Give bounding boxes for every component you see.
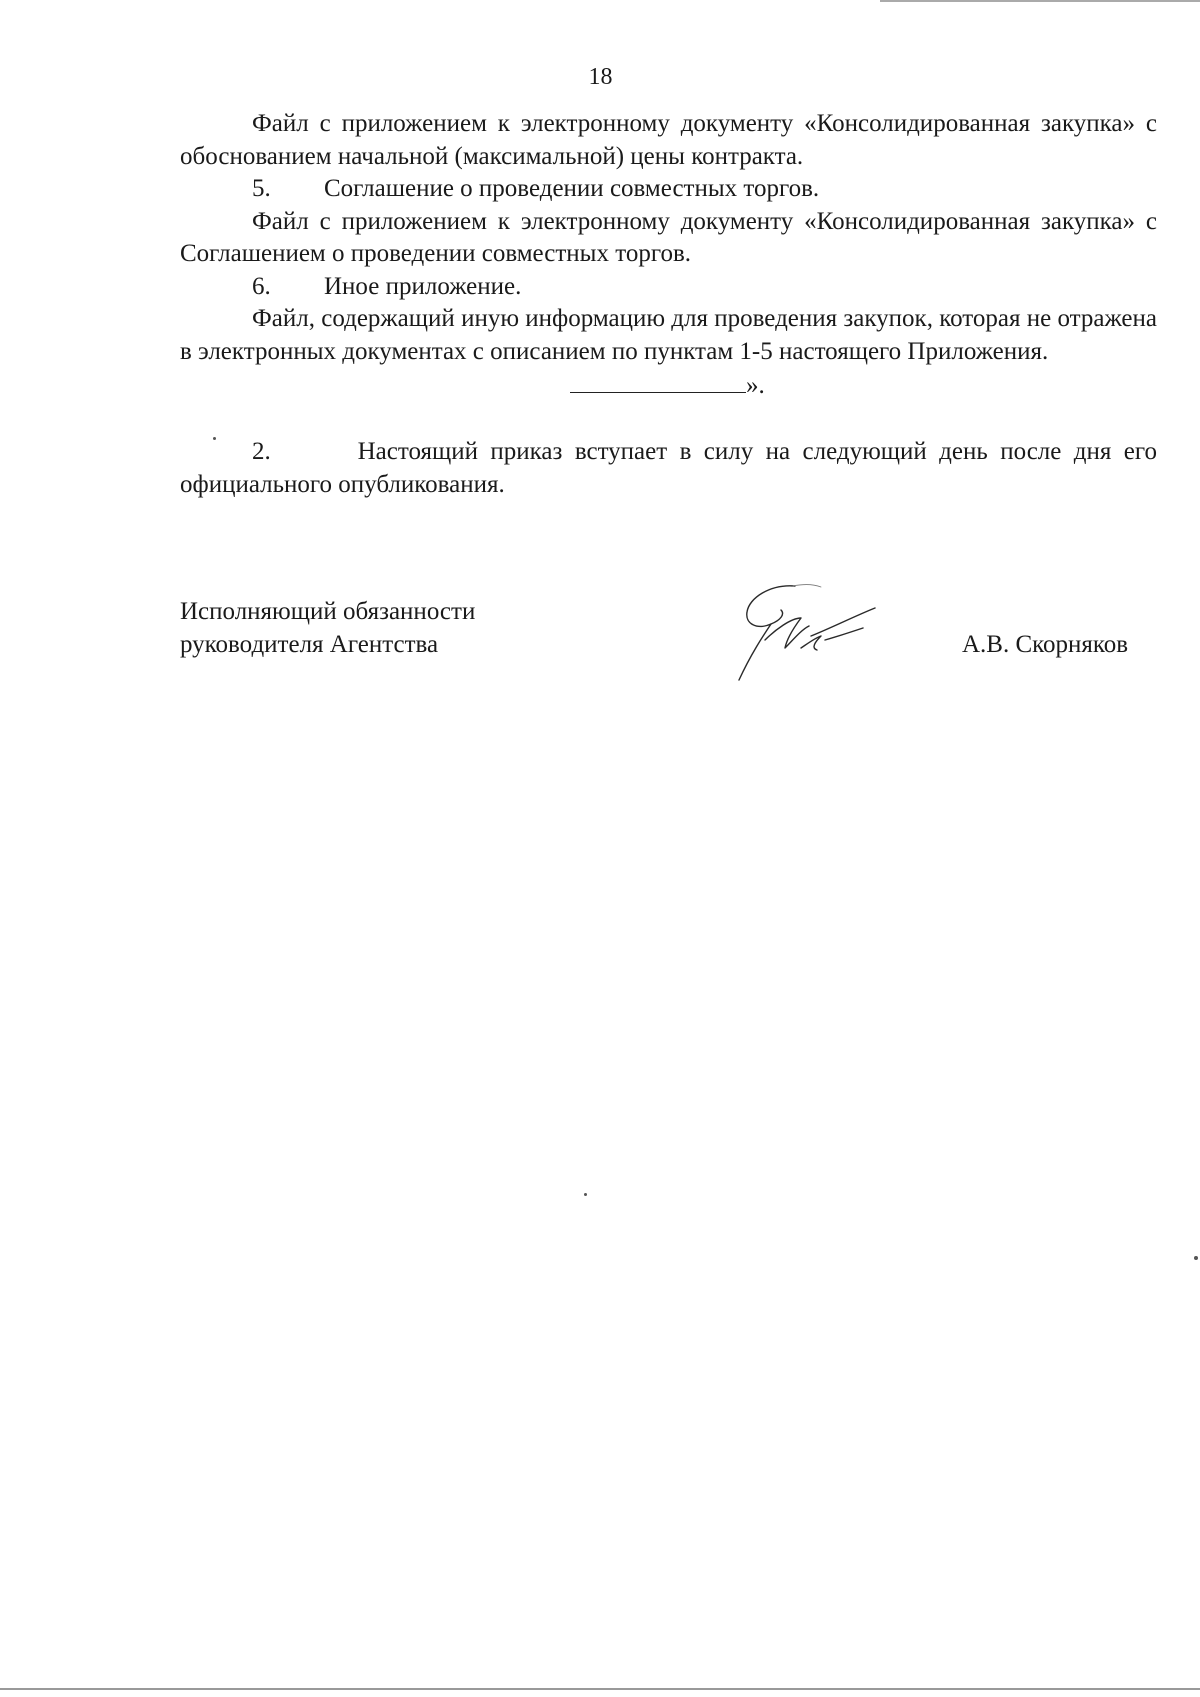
handwritten-signature [735, 578, 895, 683]
scan-edge-top [880, 0, 1200, 2]
scan-speck [584, 1193, 587, 1196]
scan-edge-bottom [0, 1688, 1200, 1690]
blank-underline [570, 370, 746, 393]
list-item-text: Иное приложение. [324, 272, 522, 300]
paragraph-file-other-info: Файл, содержащий иную информацию для проведения закупок, которая не отражена в электронных документах с описанием по пунктам 1-5 настоящего Приложения. [180, 305, 1157, 365]
list-item-5 [180, 173, 1157, 206]
order-item-text: Настоящий приказ вступает в силу на следующий день после дня его официального опубликования. [180, 438, 1158, 498]
scan-speck [1194, 1256, 1198, 1260]
scan-speck [213, 437, 216, 440]
paragraph-file-price-justification: Файл с приложением к электронному документу «Консолидированная закупка» с обоснованием начальной (максимальной) цены контракта. [180, 110, 1157, 170]
spacer [180, 404, 1157, 436]
list-item-number: 5. [252, 175, 271, 202]
paragraph-file-agreement: Файл с приложением к электронному документу «Консолидированная закупка» с Соглашением о проведении совместных торгов. [180, 207, 1157, 267]
position-line-2: руководителя Агентства [180, 630, 439, 658]
signatory-name: А.В. Скорняков [962, 631, 1129, 658]
list-item-number: 6. [252, 272, 271, 300]
list-item-6 [180, 271, 1157, 304]
closing-quote: ». [746, 372, 765, 399]
document-body [180, 108, 1157, 501]
list-item-text: Соглашение о проведении совместных торгов. [324, 175, 820, 202]
signatory-position [180, 596, 475, 661]
closing-line [180, 368, 1157, 404]
paragraph-order-effective [180, 436, 1157, 501]
page-number: 18 [588, 64, 613, 90]
position-line-1: Исполняющий обязанности [180, 598, 476, 625]
order-item-number: 2. [252, 438, 271, 465]
